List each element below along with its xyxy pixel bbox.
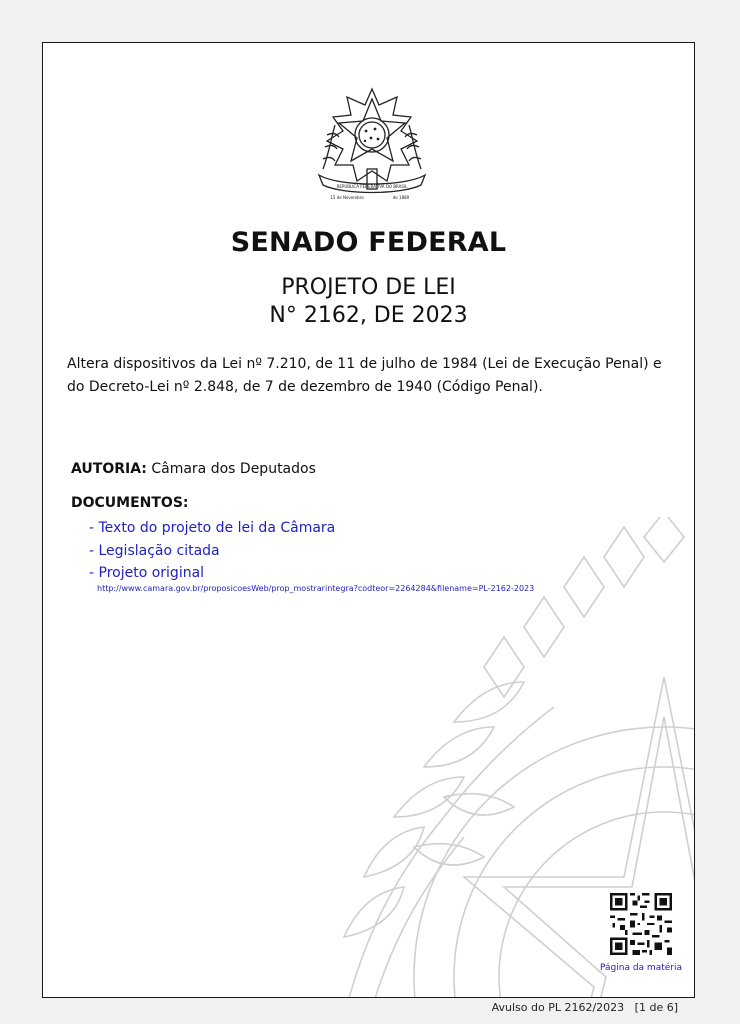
document-number: N° 2162, DE 2023 — [269, 303, 468, 328]
link-original-bill[interactable]: - Projeto original — [89, 565, 205, 581]
documents-list — [89, 517, 335, 585]
coat-of-arms-icon — [309, 83, 435, 209]
document-page — [42, 42, 695, 998]
bill-summary: Altera dispositivos da Lei nº 7.210, de 11 de julho de 1984 (Lei de Execução Penal) e do Decreto-Lei nº 2.848, de 7 de dezembro de 1940 (Código Penal). — [67, 356, 662, 395]
documents-heading: DOCUMENTOS: — [71, 495, 189, 511]
crest-date-right: de 1889 — [392, 195, 410, 200]
qr-code-icon[interactable] — [610, 893, 672, 955]
authorship — [71, 461, 316, 477]
institution-title: SENADO FEDERAL — [230, 227, 507, 258]
authorship-label: AUTORIA: — [71, 461, 147, 477]
qr-caption[interactable]: Página da matéria — [600, 963, 682, 973]
link-cited-legislation[interactable]: - Legislação citada — [89, 542, 220, 559]
crest-banner-text: REPÚBLICA FEDERATIVA DO BRASIL — [336, 184, 408, 189]
crest-date-left: 15 de Novembro — [330, 195, 364, 200]
footer-avulso: Avulso do PL 2162/2023 — [491, 1001, 625, 1014]
link-bill-text[interactable]: - Texto do projeto de lei da Câmara — [89, 520, 336, 536]
authorship-value: Câmara dos Deputados — [151, 461, 316, 477]
footer-page-count: [1 de 6] — [634, 1001, 678, 1014]
original-bill-url[interactable]: http://www.camara.gov.br/proposicoesWeb/prop_mostrarintegra?codteor=2264284&filename=PL-2162-2023 — [97, 584, 535, 593]
document-type: PROJETO DE LEI — [281, 275, 456, 300]
page-footer — [492, 1001, 678, 1014]
